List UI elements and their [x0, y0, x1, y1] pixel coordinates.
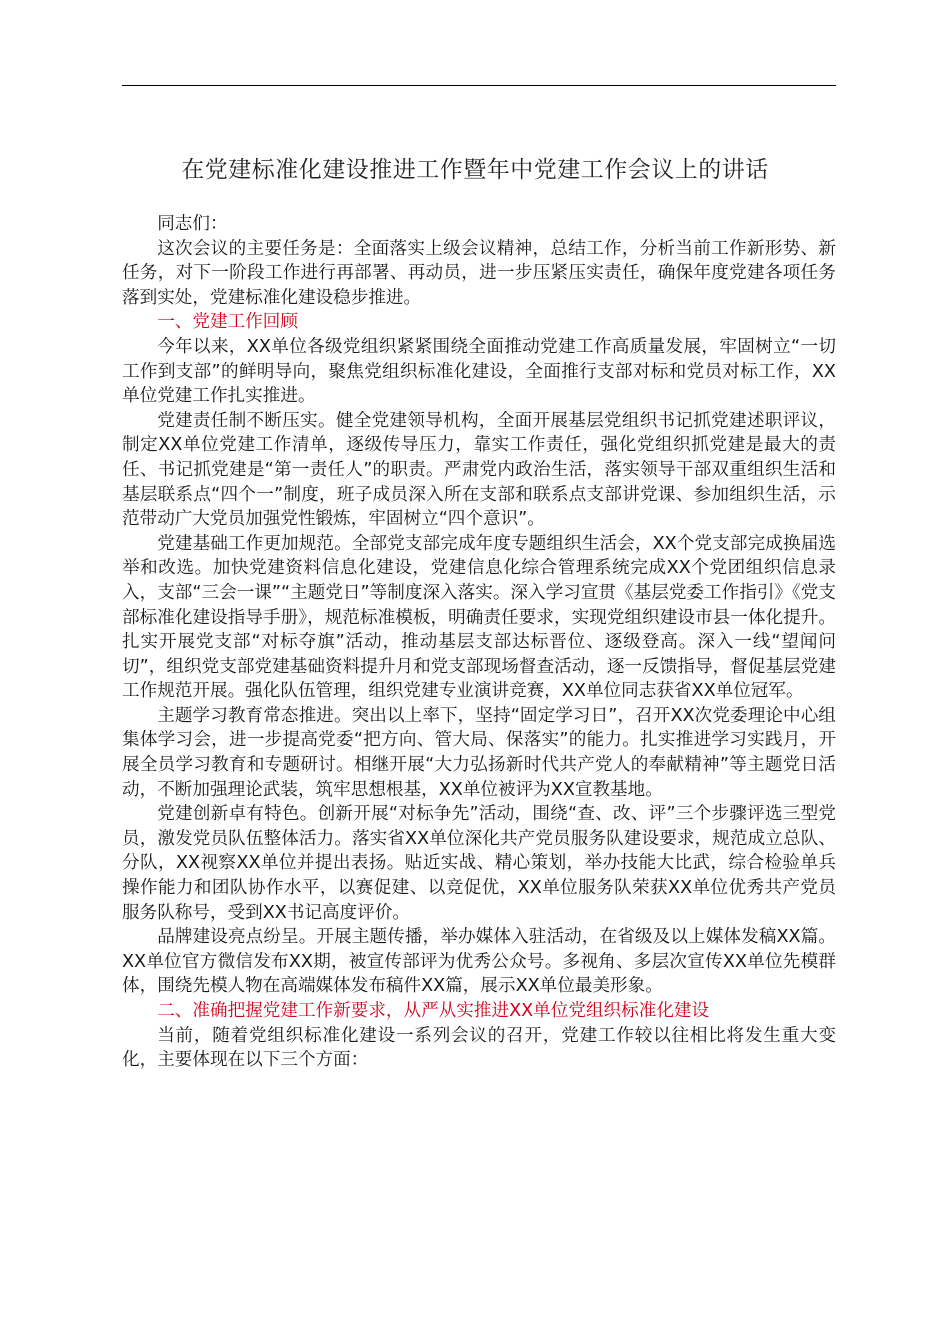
paragraph-1: 今年以来，XX单位各级党组织紧紧围绕全面推动党建工作高质量发展，牢固树立“一切工作到支部”的鲜明导向，聚焦党组织标准化建设，全面推行支部对标和党员对标工作，XX单位党建工作扎实推进。	[122, 336, 836, 407]
intro-paragraph: 这次会议的主要任务是：全面落实上级会议精神，总结工作，分析当前工作新形势、新任务，对下一阶段工作进行再部署、再动员，进一步压紧压实责任，确保年度党建各项任务落到实处，党建标准化建设稳步推进。	[122, 238, 836, 308]
document-body	[122, 212, 836, 1073]
paragraph-7: 当前，随着党组织标准化建设一系列会议的召开，党建工作较以往相比将发生重大变化，主要体现在以下三个方面：	[122, 1025, 836, 1071]
paragraph-5: 党建创新卓有特色。创新开展“对标争先”活动，围绕“查、改、评”三个步骤评选三型党员，激发党员队伍整体活力。落实省XX单位深化共产党员服务队建设要求，规范成立总队、分队，XX视察XX单位并提出表扬。贴近实战、精心策划，举办技能大比武，综合检验单兵操作能力和团队协作水平，以赛促建、以竞促优，XX单位服务队荣获XX单位优秀共产党员服务队称号，受到XX书记高度评价。	[122, 804, 836, 923]
section-heading-1: 一、党建工作回顾	[157, 312, 298, 333]
paragraph-3: 党建基础工作更加规范。全部党支部完成年度专题组织生活会，XX个党支部完成换届选举和改选。加快党建资料信息化建设，党建信息化综合管理系统完成XX个党团组织信息录入，支部“三会一课”“主题党日”等制度深入落实。深入学习宣贯《基层党委工作指引》《党支部标准化建设指导手册》，规范标准模板，明确责任要求，实现党组织建设市县一体化提升。扎实开展党支部“对标夺旗”活动，推动基层支部达标晋位、逐级登高。深入一线“望闻问切”，组织党支部党建基础资料提升月和党支部现场督查活动，逐一反馈指导，督促基层党建工作规范开展。强化队伍管理，组织党建专业演讲竞赛，XX单位同志获省XX单位冠军。	[122, 533, 836, 702]
header-rule	[122, 85, 836, 86]
salutation: 同志们：	[157, 214, 228, 234]
paragraph-6: 品牌建设亮点纷呈。开展主题传播，举办媒体入驻活动，在省级及以上媒体发稿XX篇。XX单位官方微信发布XX期，被宣传部评为优秀公众号。多视角、多层次宣传XX单位先模群体，围绕先模人物在高端媒体发布稿件XX篇，展示XX单位最美形象。	[122, 927, 836, 997]
section-heading-2: 二、准确把握党建工作新要求，从严从实推进XX单位党组织标准化建设	[157, 1001, 710, 1021]
paragraph-4: 主题学习教育常态推进。突出以上率下，坚持“固定学习日”，召开XX次党委理论中心组集体学习会，进一步提高党委“把方向、管大局、保落实”的能力。扎实推进学习实践月，开展全员学习教育和专题研讨。相继开展“大力弘扬新时代共产党人的奉献精神”等主题党日活动，不断加强理论武装，筑牢思想根基，XX单位被评为XX宣教基地。	[122, 705, 836, 800]
paragraph-2: 党建责任制不断压实。健全党建领导机构，全面开展基层党组织书记抓党建述职评议，制定XX单位党建工作清单，逐级传导压力，靠实工作责任，强化党组织抓党建是最大的责任、书记抓党建是“第一责任人”的职责。严肃党内政治生活，落实领导干部双重组织生活和基层联系点“四个一”制度，班子成员深入所在支部和联系点支部讲党课、参加组织生活，示范带动广大党员加强党性锻炼，牢固树立“四个意识”。	[122, 410, 836, 530]
document-title: 在党建标准化建设推进工作暨年中党建工作会议上的讲话	[181, 157, 769, 183]
